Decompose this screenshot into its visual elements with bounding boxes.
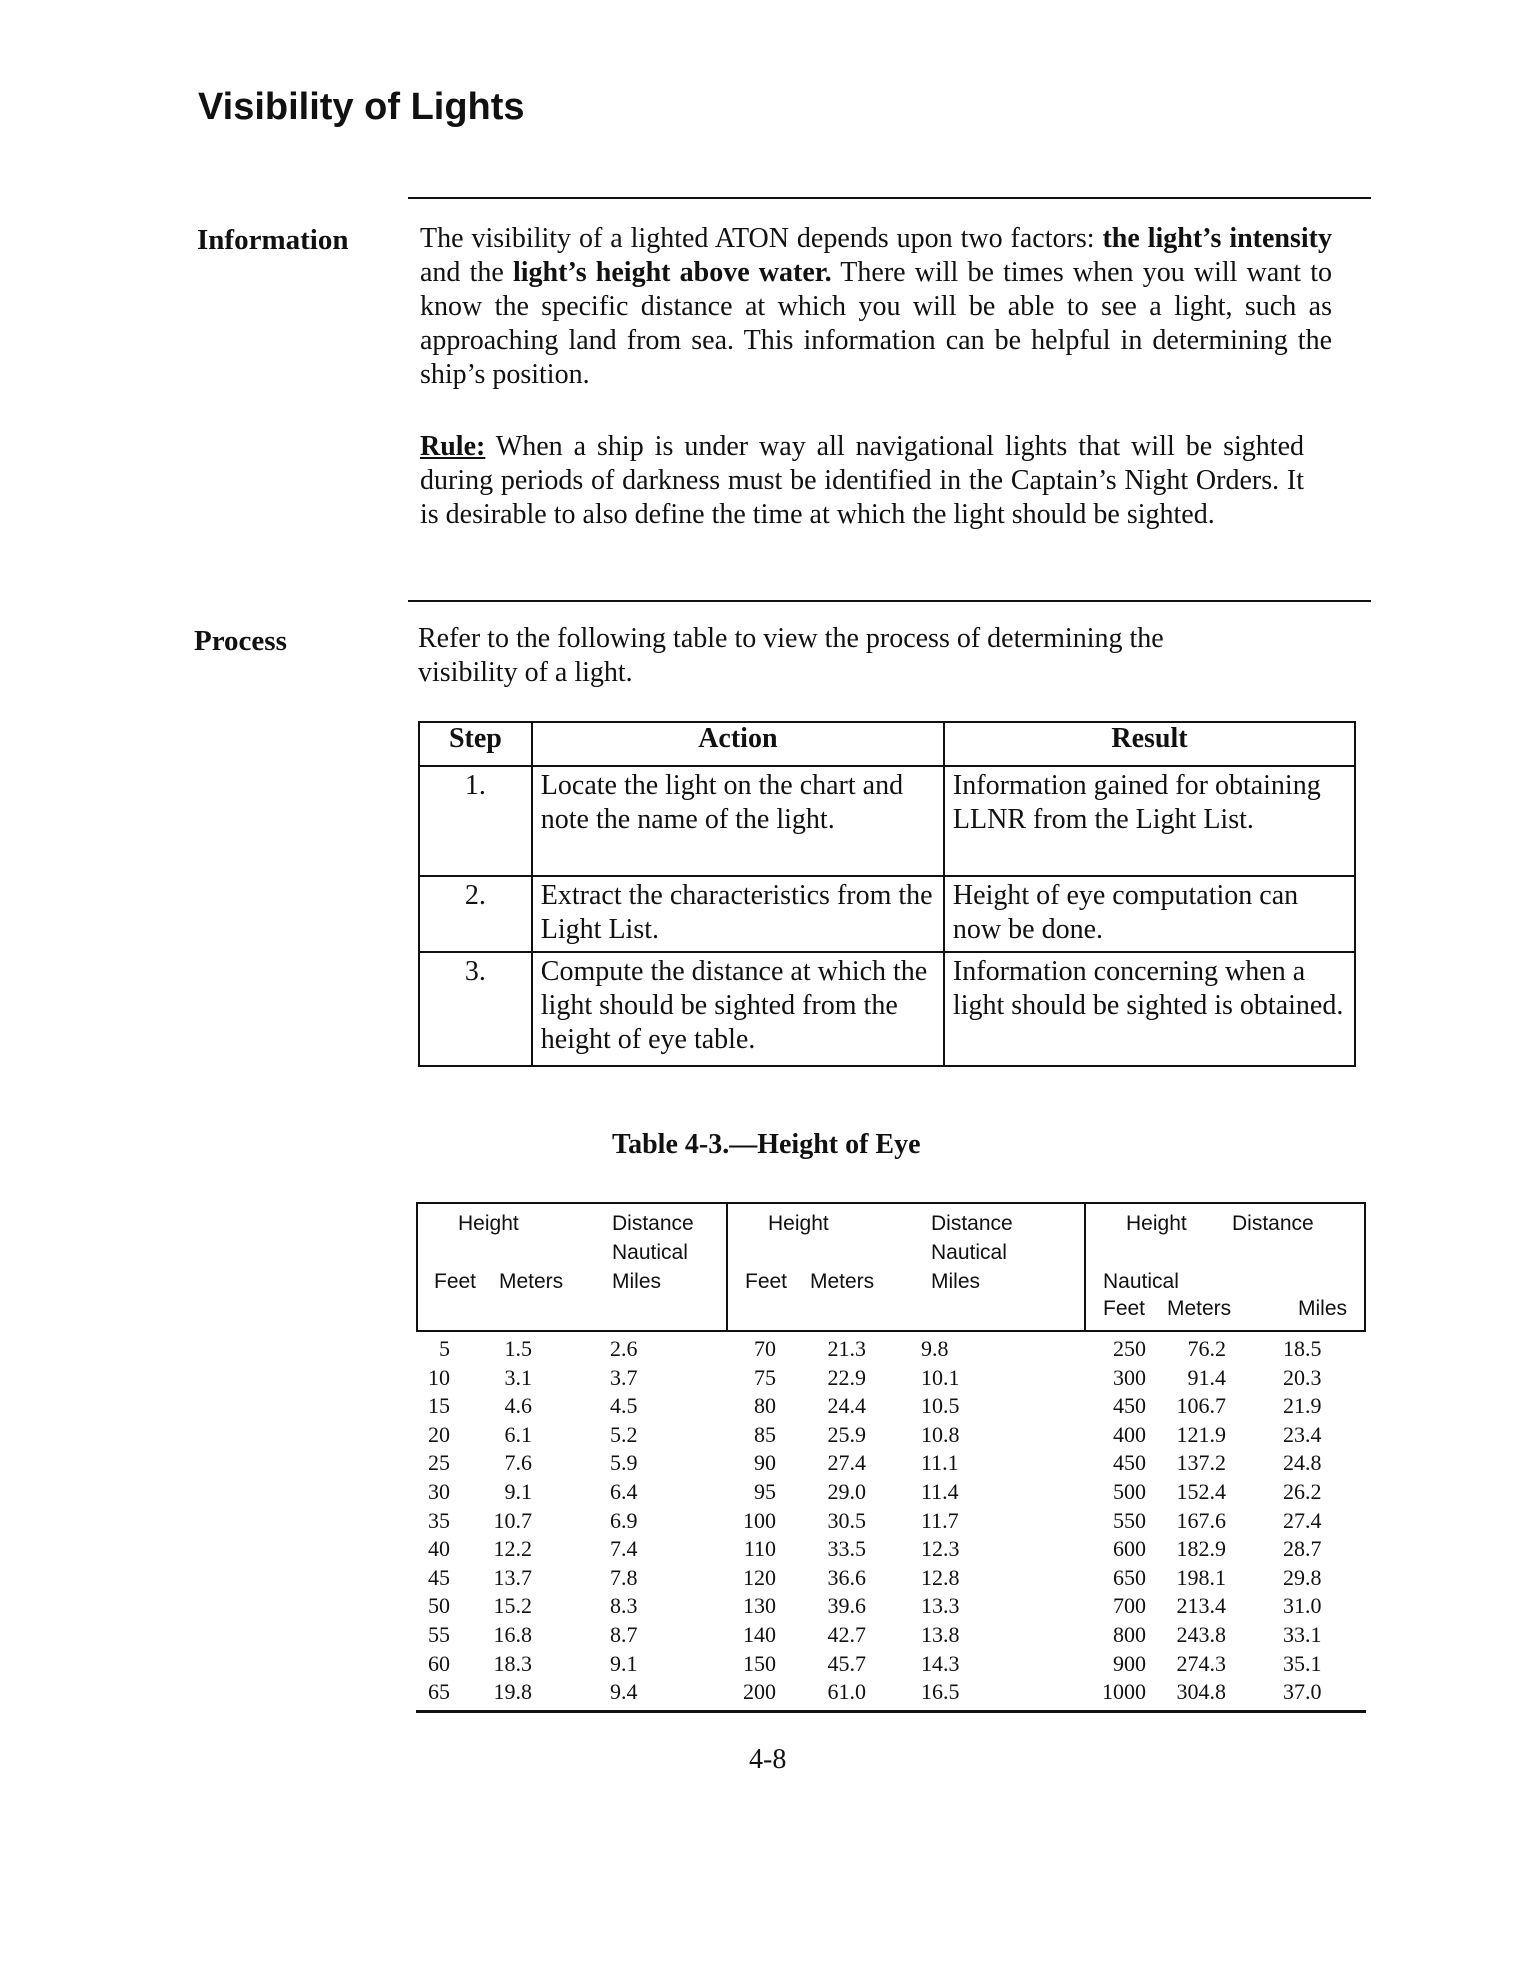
table-row: 50 15.2 8.3 130 39.6 13.3 700 213.4 31.0 (428, 1593, 1322, 1619)
table-row: 60 18.3 9.1 150 45.7 14.3 900 274.3 35.1 (428, 1650, 1322, 1676)
header-feet: Feet (1103, 1297, 1146, 1320)
section-divider-top (408, 197, 1371, 199)
column-divider (1084, 1202, 1086, 1330)
header-nautical: Nautical (1103, 1270, 1179, 1293)
rule-label: Rule: (420, 431, 486, 462)
header-nautical: Nautical (931, 1241, 1007, 1264)
table-caption: Table 4-3.—Height of Eye (612, 1129, 921, 1160)
table-row: 20 6.1 5.2 85 25.9 10.8 400 121.9 23.4 (428, 1421, 1322, 1447)
action-cell: Extract the characteristics from the Light List. (532, 876, 944, 952)
table-row: 5 1.5 2.6 70 21.3 9.8 250 76.2 18.5 (439, 1336, 1322, 1361)
section-divider-process (408, 600, 1371, 602)
header-meters: Meters (1167, 1297, 1232, 1320)
header-feet: Feet (745, 1270, 788, 1293)
header-feet: Feet (434, 1270, 477, 1293)
header-action: Action (532, 722, 944, 766)
table-row: 45 13.7 7.8 120 36.6 12.8 650 198.1 29.8 (428, 1564, 1322, 1590)
result-cell: Information concerning when a light should be sighted is obtained. (944, 952, 1355, 1066)
step-cell: 2. (419, 876, 532, 952)
table-row (419, 766, 1355, 876)
result-cell: Information gained for obtaining LLNR from the Light List. (944, 766, 1355, 876)
column-divider (726, 1202, 728, 1330)
process-table (418, 721, 1356, 1067)
result-cell: Height of eye computation can now be done. (944, 876, 1355, 952)
table-row: 30 9.1 6.4 95 29.0 11.4 500 152.4 26.2 (428, 1479, 1322, 1504)
header-miles: Miles (612, 1270, 662, 1293)
header-miles: Miles (1298, 1297, 1348, 1320)
header-height: Height (1126, 1212, 1187, 1235)
table-row (419, 876, 1355, 952)
process-intro: Refer to the following table to view the process of determining the visibility of a light. (418, 623, 1164, 688)
header-meters: Meters (810, 1270, 875, 1293)
table-row: 15 4.6 4.5 80 24.4 10.5 450 106.7 21.9 (428, 1393, 1322, 1419)
table-row (419, 952, 1355, 1066)
information-label: Information (197, 224, 349, 256)
step-cell: 1. (419, 766, 532, 876)
header-distance: Distance (931, 1212, 1013, 1235)
action-cell: Compute the distance at which the light should be sighted from the height of eye table. (532, 952, 944, 1066)
header-miles: Miles (931, 1270, 981, 1293)
header-distance: Distance (1232, 1212, 1314, 1235)
table-bottom-rule (416, 1710, 1366, 1713)
information-paragraph: The visibility of a lighted ATON depends upon two factors: the light’s intensity and the light’s height above water. There will be times when you will want to know the specific distance at which you will be able to see a light, such as approaching land from sea. This information can be helpful in determining the ship’s position. (420, 223, 1332, 390)
table-row: 35 10.7 6.9 100 30.5 11.7 550 167.6 27.4 (428, 1507, 1322, 1533)
table-row: 55 16.8 8.7 140 42.7 13.8 800 243.8 33.1 (428, 1622, 1322, 1647)
header-meters: Meters (499, 1270, 564, 1293)
process-label: Process (194, 625, 287, 657)
page-title: Visibility of Lights (198, 86, 525, 128)
header-distance: Distance (612, 1212, 694, 1235)
table-row: 40 12.2 7.4 110 33.5 12.3 600 182.9 28.7 (428, 1536, 1322, 1562)
header-result: Result (944, 722, 1355, 766)
page-number: 4-8 (749, 1744, 787, 1775)
height-of-eye-table (416, 1202, 1366, 1712)
table-row: 25 7.6 5.9 90 27.4 11.1 450 137.2 24.8 (428, 1450, 1322, 1476)
header-step: Step (419, 722, 532, 766)
action-cell: Locate the light on the chart and note the name of the light. (532, 766, 944, 876)
table-row: 10 3.1 3.7 75 22.9 10.1 300 91.4 20.3 (428, 1364, 1322, 1390)
rule-paragraph: Rule: When a ship is under way all navigational lights that will be sighted during periods of darkness must be identified in the Captain’s Night Orders. It is desirable to also define the time at which the light should be sighted. (420, 431, 1304, 530)
step-cell: 3. (419, 952, 532, 1066)
header-height: Height (768, 1212, 829, 1235)
header-nautical: Nautical (612, 1241, 688, 1264)
header-height: Height (458, 1212, 519, 1235)
table-row: 65 19.8 9.4 200 61.0 16.5 1000 304.8 37.0 (428, 1679, 1322, 1705)
